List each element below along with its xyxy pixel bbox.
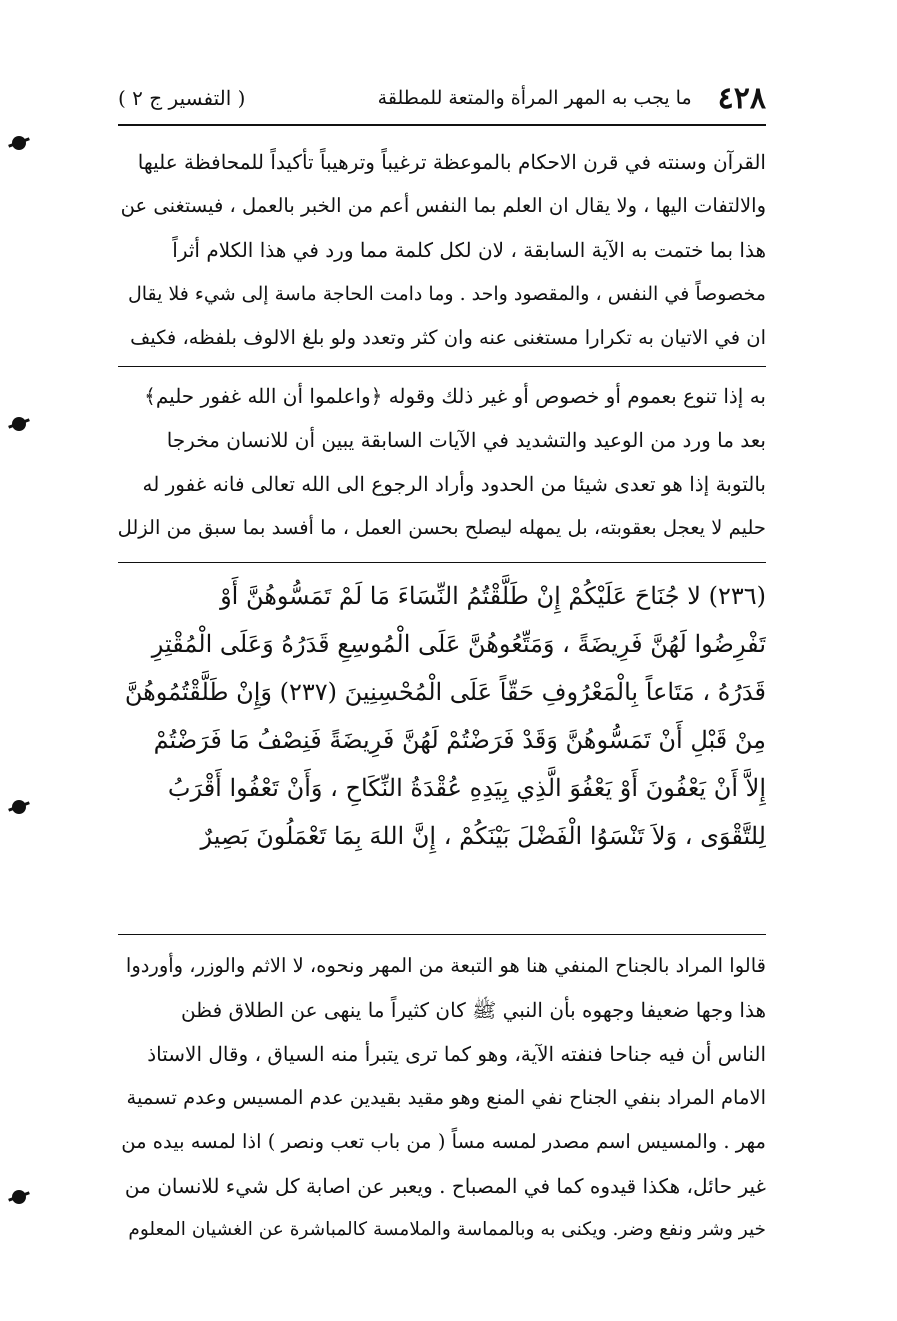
page-header — [118, 78, 766, 118]
paragraph-3 — [118, 944, 766, 1252]
text-line: مخصوصاً في النفس ، والمقصود واحد . وما دامت الحاجة ماسة إلى شيء فلا يقال — [127, 283, 766, 305]
verse-line: مِنْ قَبْلِ أَنْ تَمَسُّوهُنَّ وَقَدْ فَرَضْتُمْ لَهُنَّ فَرِيضَةً فَنِصْفُ مَا فَرَضْتُمْ — [153, 726, 766, 754]
binding-hole-mark — [12, 417, 26, 431]
quran-verses — [118, 572, 766, 860]
text-line: والالتفات اليها ، ولا يقال ان العلم بما النفس أعم من الخبر بالعمل ، فيستغنى عن — [120, 194, 766, 217]
text-line: غير حائل، هكذا قيدوه كما في المصباح . ويعبر عن اصابة كل شيء للانسان من — [124, 1174, 766, 1198]
running-title: ما يجب به المهر المرأة والمتعة للمطلقة — [377, 87, 692, 109]
verse-line: إِلاَّ أَنْ يَعْفُونَ أَوْ يَعْفُوَ الَّذِي بِيَدِهِ عُقْدَةُ النِّكَاحِ ، وَأَنْ تَعْفُوا أَقْرَبُ — [167, 774, 766, 802]
text-line: حليم لا يعجل بعقوبته، بل يمهله ليصلح بحسن العمل ، ما أفسد بما سبق من الزلل — [118, 516, 766, 539]
paragraph-1 — [118, 140, 766, 360]
text-line: هذا بما ختمت به الآية السابقة ، لان لكل كلمة مما ورد في هذا الكلام أثراً — [172, 238, 766, 262]
verse-line: قَدَرُهُ ، مَتَاعاً بِالْمَعْرُوفِ حَقّاً عَلَى الْمُحْسِنِينَ (٢٣٧) وَإِنْ طَلَّقْتُمُوهُنَّ — [124, 678, 766, 706]
binding-hole-mark — [12, 1190, 26, 1204]
paragraph-2 — [118, 374, 766, 550]
text-line: الناس أن فيه جناحا فنفته الآية، وهو كما ترى يتبرأ منه السياق ، وقال الاستاذ — [147, 1042, 766, 1066]
page-number: ٤٢٨ — [717, 80, 766, 116]
text-line: به إذا تنوع بعموم أو خصوص أو غير ذلك وقوله ﴿واعلموا أن الله غفور حليم﴾ — [144, 384, 766, 408]
text-line: خير وشر ونفع وضر. ويكنى به وبالمماسة والملامسة كالمباشرة عن الغشيان المعلوم — [128, 1219, 766, 1240]
section-rule — [118, 934, 766, 935]
section-rule — [118, 562, 766, 563]
header-rule — [118, 124, 766, 126]
verse-line: لِلتَّقْوَى ، وَلاَ تَنْسَوُا الْفَضْلَ بَيْنَكُمْ ، إِنَّ اللهَ بِمَا تَعْمَلُونَ بَصِيرٌ — [200, 822, 766, 850]
text-line: القرآن وسنته في قرن الاحكام بالموعظة ترغيباً وترهيباً تأكيداً للمحافظة عليها — [137, 150, 766, 174]
text-line: مهر . والمسيس اسم مصدر لمسه مساً ( من باب تعب ونصر ) اذا لمسه بيده من — [121, 1130, 766, 1153]
binding-hole-mark — [12, 800, 26, 814]
text-line: هذا وجها ضعيفا وجهوه بأن النبي ﷺ كان كثيراً ما ينهى عن الطلاق فظن — [180, 998, 766, 1022]
section-rule — [118, 366, 766, 367]
verse-line: تَفْرِضُوا لَهُنَّ فَرِيضَةً ، وَمَتِّعُوهُنَّ عَلَى الْمُوسِعِ قَدَرُهُ وَعَلَى الْمُقْتِرِ — [151, 630, 766, 658]
text-line: بالتوبة إذا هو تعدى شيئا من الحدود وأراد الرجوع الى الله تعالى فانه غفور له — [142, 472, 766, 496]
text-line: قالوا المراد بالجناح المنفي هنا هو التبعة من المهر ونحوه، لا الاثم والوزر، وأوردوا — [125, 954, 766, 977]
text-line: بعد ما ورد من الوعيد والتشديد في الآيات السابقة يبين أن للانسان مخرجا — [166, 428, 766, 452]
binding-hole-mark — [12, 136, 26, 150]
text-line: ان في الاتيان به تكرارا مستغنى عنه وان كثر وتعدد ولو بلغ الالوف بلفظه، فكيف — [130, 326, 766, 349]
text-line: الامام المراد بنفي الجناح نفي المنع وهو مقيد بقيدين عدم المسيس وعدم تسمية — [126, 1086, 766, 1109]
book-reference: ( التفسير ج ٢ ) — [118, 86, 246, 110]
verse-line: (٢٣٦) لا جُنَاحَ عَلَيْكُمْ إِنْ طَلَّقْتُمُ النِّسَاءَ مَا لَمْ تَمَسُّوهُنَّ أَوْ — [220, 582, 766, 610]
